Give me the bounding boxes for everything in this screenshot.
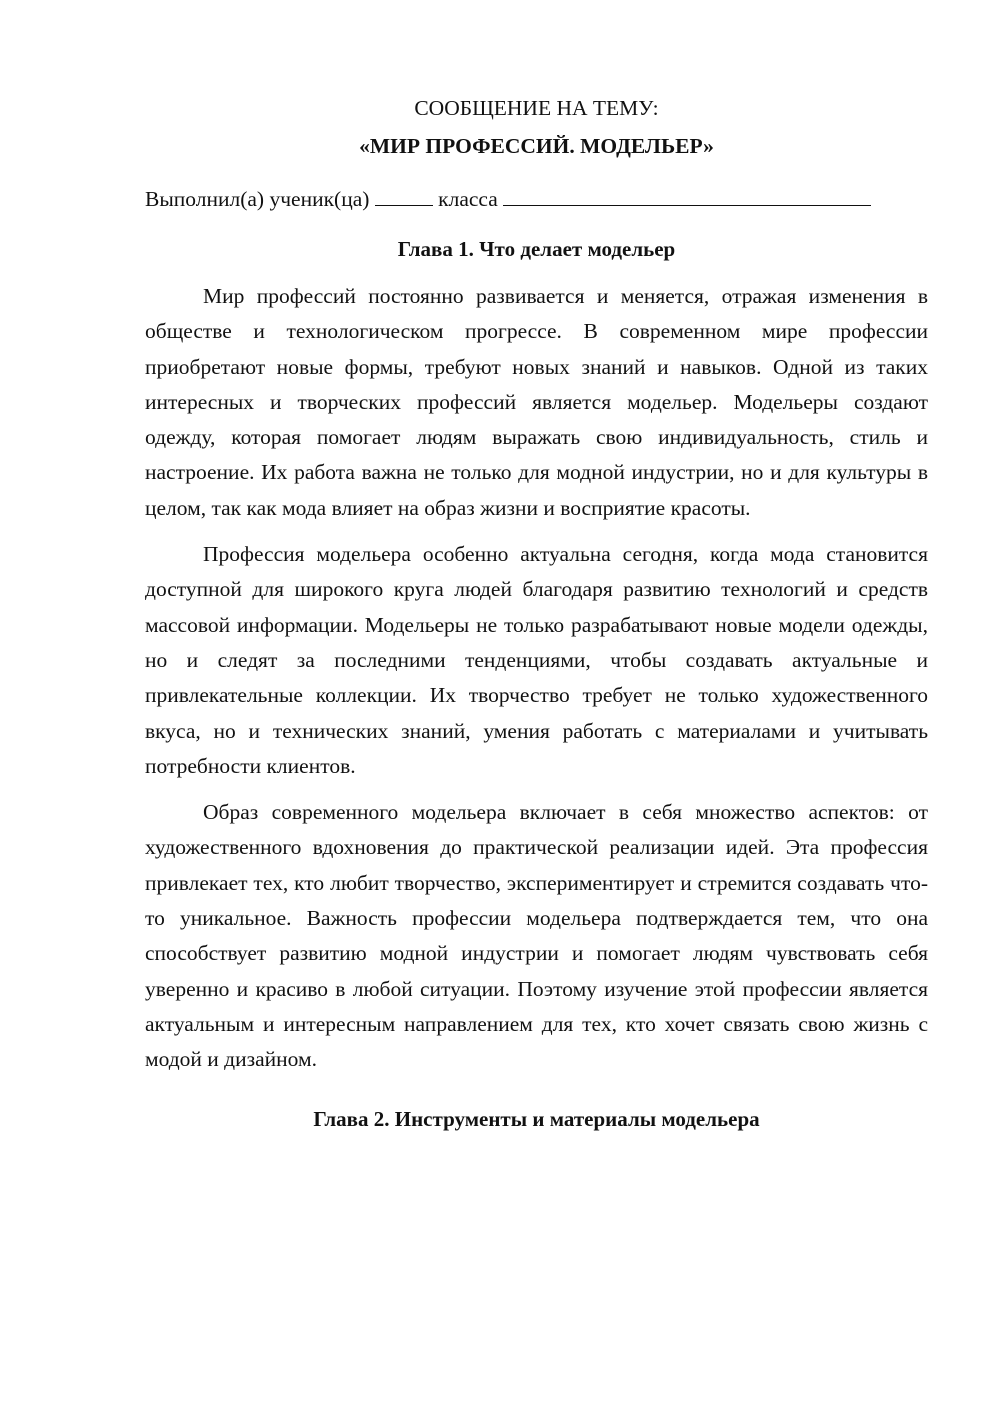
paragraph-3: Образ современного модельера включает в себя множество аспектов: от художественного вдохновения до практической реализации идей. Эта профессия привлекает тех, кто любит творчество, экспериментирует и стремится создавать что-то уникальное. Важность профессии модельера подтверждается тем, что она способствует развитию модной индустрии и помогает людям чувствовать себя уверенно и красиво в любой ситуации. Поэтому изучение этой профессии является актуальным и интересным направлением для тех, кто хочет связать свою жизнь с модой и дизайном.	[145, 800, 928, 1072]
paragraph-1: Мир профессий постоянно развивается и меняется, отражая изменения в обществе и технологическом прогрессе. В современном мире профессии приобретают новые формы, требуют новых знаний и навыков. Одной из таких интересных и творческих профессий является модельер. Модельеры создают одежду, которая помогает людям выражать свою индивидуальность, стиль и настроение. Их работа важна не только для модной индустрии, но и для культуры в целом, так как мода влияет на образ жизни и восприятие красоты.	[145, 284, 928, 520]
document-title-line2: «МИР ПРОФЕССИЙ. МОДЕЛЬЕР»	[359, 134, 714, 158]
student-name-blank	[503, 187, 871, 206]
chapter-2-heading: Глава 2. Инструменты и материалы модельера	[313, 1106, 760, 1131]
chapter-1-heading: Глава 1. Что делает модельер	[397, 237, 676, 261]
document-page	[145, 90, 928, 1137]
document-title-line1: СООБЩЕНИЕ НА ТЕМУ:	[414, 96, 659, 120]
class-number-blank	[375, 187, 433, 206]
paragraph-2: Профессия модельера особенно актуальна сегодня, когда мода становится доступной для широкого круга людей благодаря развитию технологий и средств массовой информации. Модельеры не только разрабатывают новые модели одежды, но и следят за последними тенденциями, чтобы создавать актуальные и привлекательные коллекции. Их творчество требует не только художественного вкуса, но и технических знаний, умения работать с материалами и учитывать потребности клиентов.	[145, 542, 928, 778]
author-class-label: класса	[438, 187, 498, 211]
author-line	[145, 181, 928, 217]
author-prefix: Выполнил(а) ученик(ца)	[145, 187, 370, 211]
